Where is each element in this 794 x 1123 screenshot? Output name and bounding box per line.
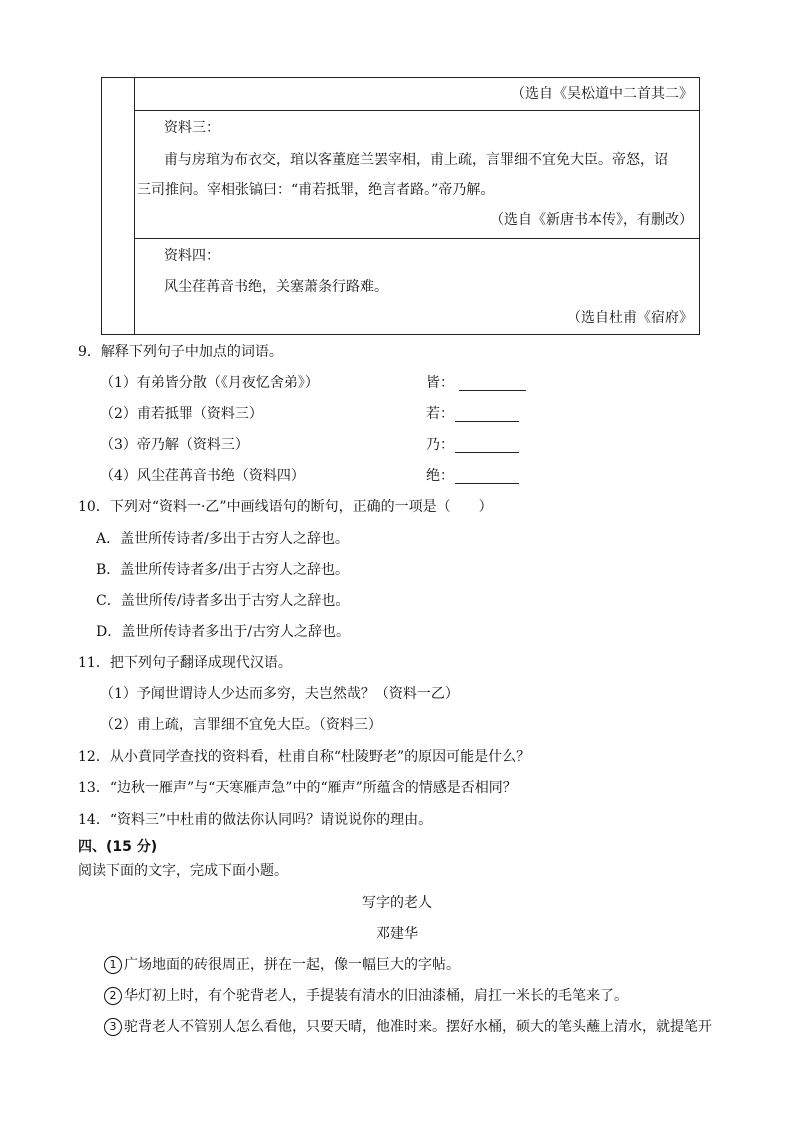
question-11-stem: 11．把下列句子翻译成现代汉语。 [78, 655, 292, 671]
article-title: 写字的老人 [362, 895, 432, 911]
row-divider [135, 110, 699, 111]
q11-item-1: （1）予闻世谓诗人少达而多穷，夫岂然哉？（资料一乙） [100, 686, 459, 702]
material-two-source: （选自《吴松道中二首其二》 [511, 86, 693, 102]
table-left-column [102, 78, 135, 334]
q11-item-2: （2）甫上疏，言罪细不宜免大臣。（资料三） [100, 717, 382, 733]
material-three-line-2: 三司推问。宰相张镐曰：“甫若抵罪，绝言者路。”帝乃解。 [137, 182, 495, 198]
materials-table [101, 77, 700, 335]
paragraph-number-2: 2 [104, 987, 122, 1005]
q10-option-b[interactable]: B．盖世所传诗者多/出于古穷人之辞也。 [96, 562, 350, 578]
paragraph-1-text: 广场地面的砖很周正，拼在一起，像一幅巨大的字帖。 [124, 957, 460, 973]
material-four-line-1: 风尘荏苒音书绝，关塞萧条行路难。 [164, 279, 388, 295]
q9-item-4-answer-blank[interactable] [455, 483, 519, 484]
paragraph-3-text: 驼背老人不管别人怎么看他，只要天晴，他准时来。摆好水桶，硕大的笔头蘸上清水，就提笔开 [124, 1019, 712, 1035]
q9-item-3: （3）帝乃解（资料三） [100, 437, 249, 453]
q10-option-d[interactable]: D．盖世所传诗者多出于/古穷人之辞也。 [96, 624, 350, 640]
paragraph-2 [104, 986, 628, 1006]
q9-item-3-word: 乃： [426, 437, 454, 453]
q9-item-4-word: 绝： [426, 468, 454, 484]
paragraph-3 [104, 1017, 712, 1037]
question-10-stem: 10．下列对“资料一·乙”中画线语句的断句，正确的一项是（ ） [78, 499, 493, 515]
paragraph-number-1: 1 [104, 956, 122, 974]
q9-item-2: （2）甫若抵罪（资料三） [100, 406, 263, 422]
q9-item-2-answer-blank[interactable] [455, 421, 519, 422]
material-four-source: （选自杜甫《宿府》 [567, 310, 693, 326]
section-4-instruction: 阅读下面的文字，完成下面小题。 [78, 863, 288, 879]
paragraph-2-text: 华灯初上时，有个驼背老人，手提装有清水的旧油漆桶，肩扛一米长的毛笔来了。 [124, 988, 628, 1004]
q9-item-3-answer-blank[interactable] [455, 452, 519, 453]
section-4-heading: 四、(15 分) [78, 839, 158, 855]
q9-item-4: （4）风尘荏苒音书绝（资料四） [100, 468, 305, 484]
question-13: 13．“边秋一雁声”与“天寒雁声急”中的“雁声”所蕴含的情感是否相同？ [78, 780, 517, 796]
question-14: 14．“资料三”中杜甫的做法你认同吗？请说说你的理由。 [78, 812, 433, 828]
question-9-stem: 9．解释下列句子中加点的词语。 [78, 344, 283, 360]
q10-option-c[interactable]: C．盖世所传/诗者多出于古穷人之辞也。 [96, 593, 350, 609]
material-three-source: （选自《新唐书本传》，有删改） [490, 212, 693, 228]
paragraph-1 [104, 955, 460, 975]
q9-item-1-answer-blank[interactable] [459, 390, 526, 391]
material-four-title: 资料四： [164, 248, 220, 264]
row-divider [135, 238, 699, 239]
question-12: 12．从小賁同学查找的资料看，杜甫自称“杜陵野老”的原因可能是什么？ [78, 749, 531, 765]
q9-item-1-word: 皆： [426, 375, 454, 391]
paragraph-number-3: 3 [104, 1018, 122, 1036]
q10-option-a[interactable]: A．盖世所传诗者/多出于古穷人之辞也。 [96, 531, 349, 547]
material-three-title: 资料三： [164, 120, 220, 136]
material-three-line-1: 甫与房琯为布衣交，琯以客董庭兰罢宰相，甫上疏，言罪细不宜免大臣。帝怒，诏 [164, 152, 668, 168]
q9-item-2-word: 若： [426, 406, 454, 422]
article-author: 邓建华 [376, 926, 418, 942]
q9-item-1: （1）有弟皆分散（《月夜忆舍弟》） [100, 375, 319, 391]
